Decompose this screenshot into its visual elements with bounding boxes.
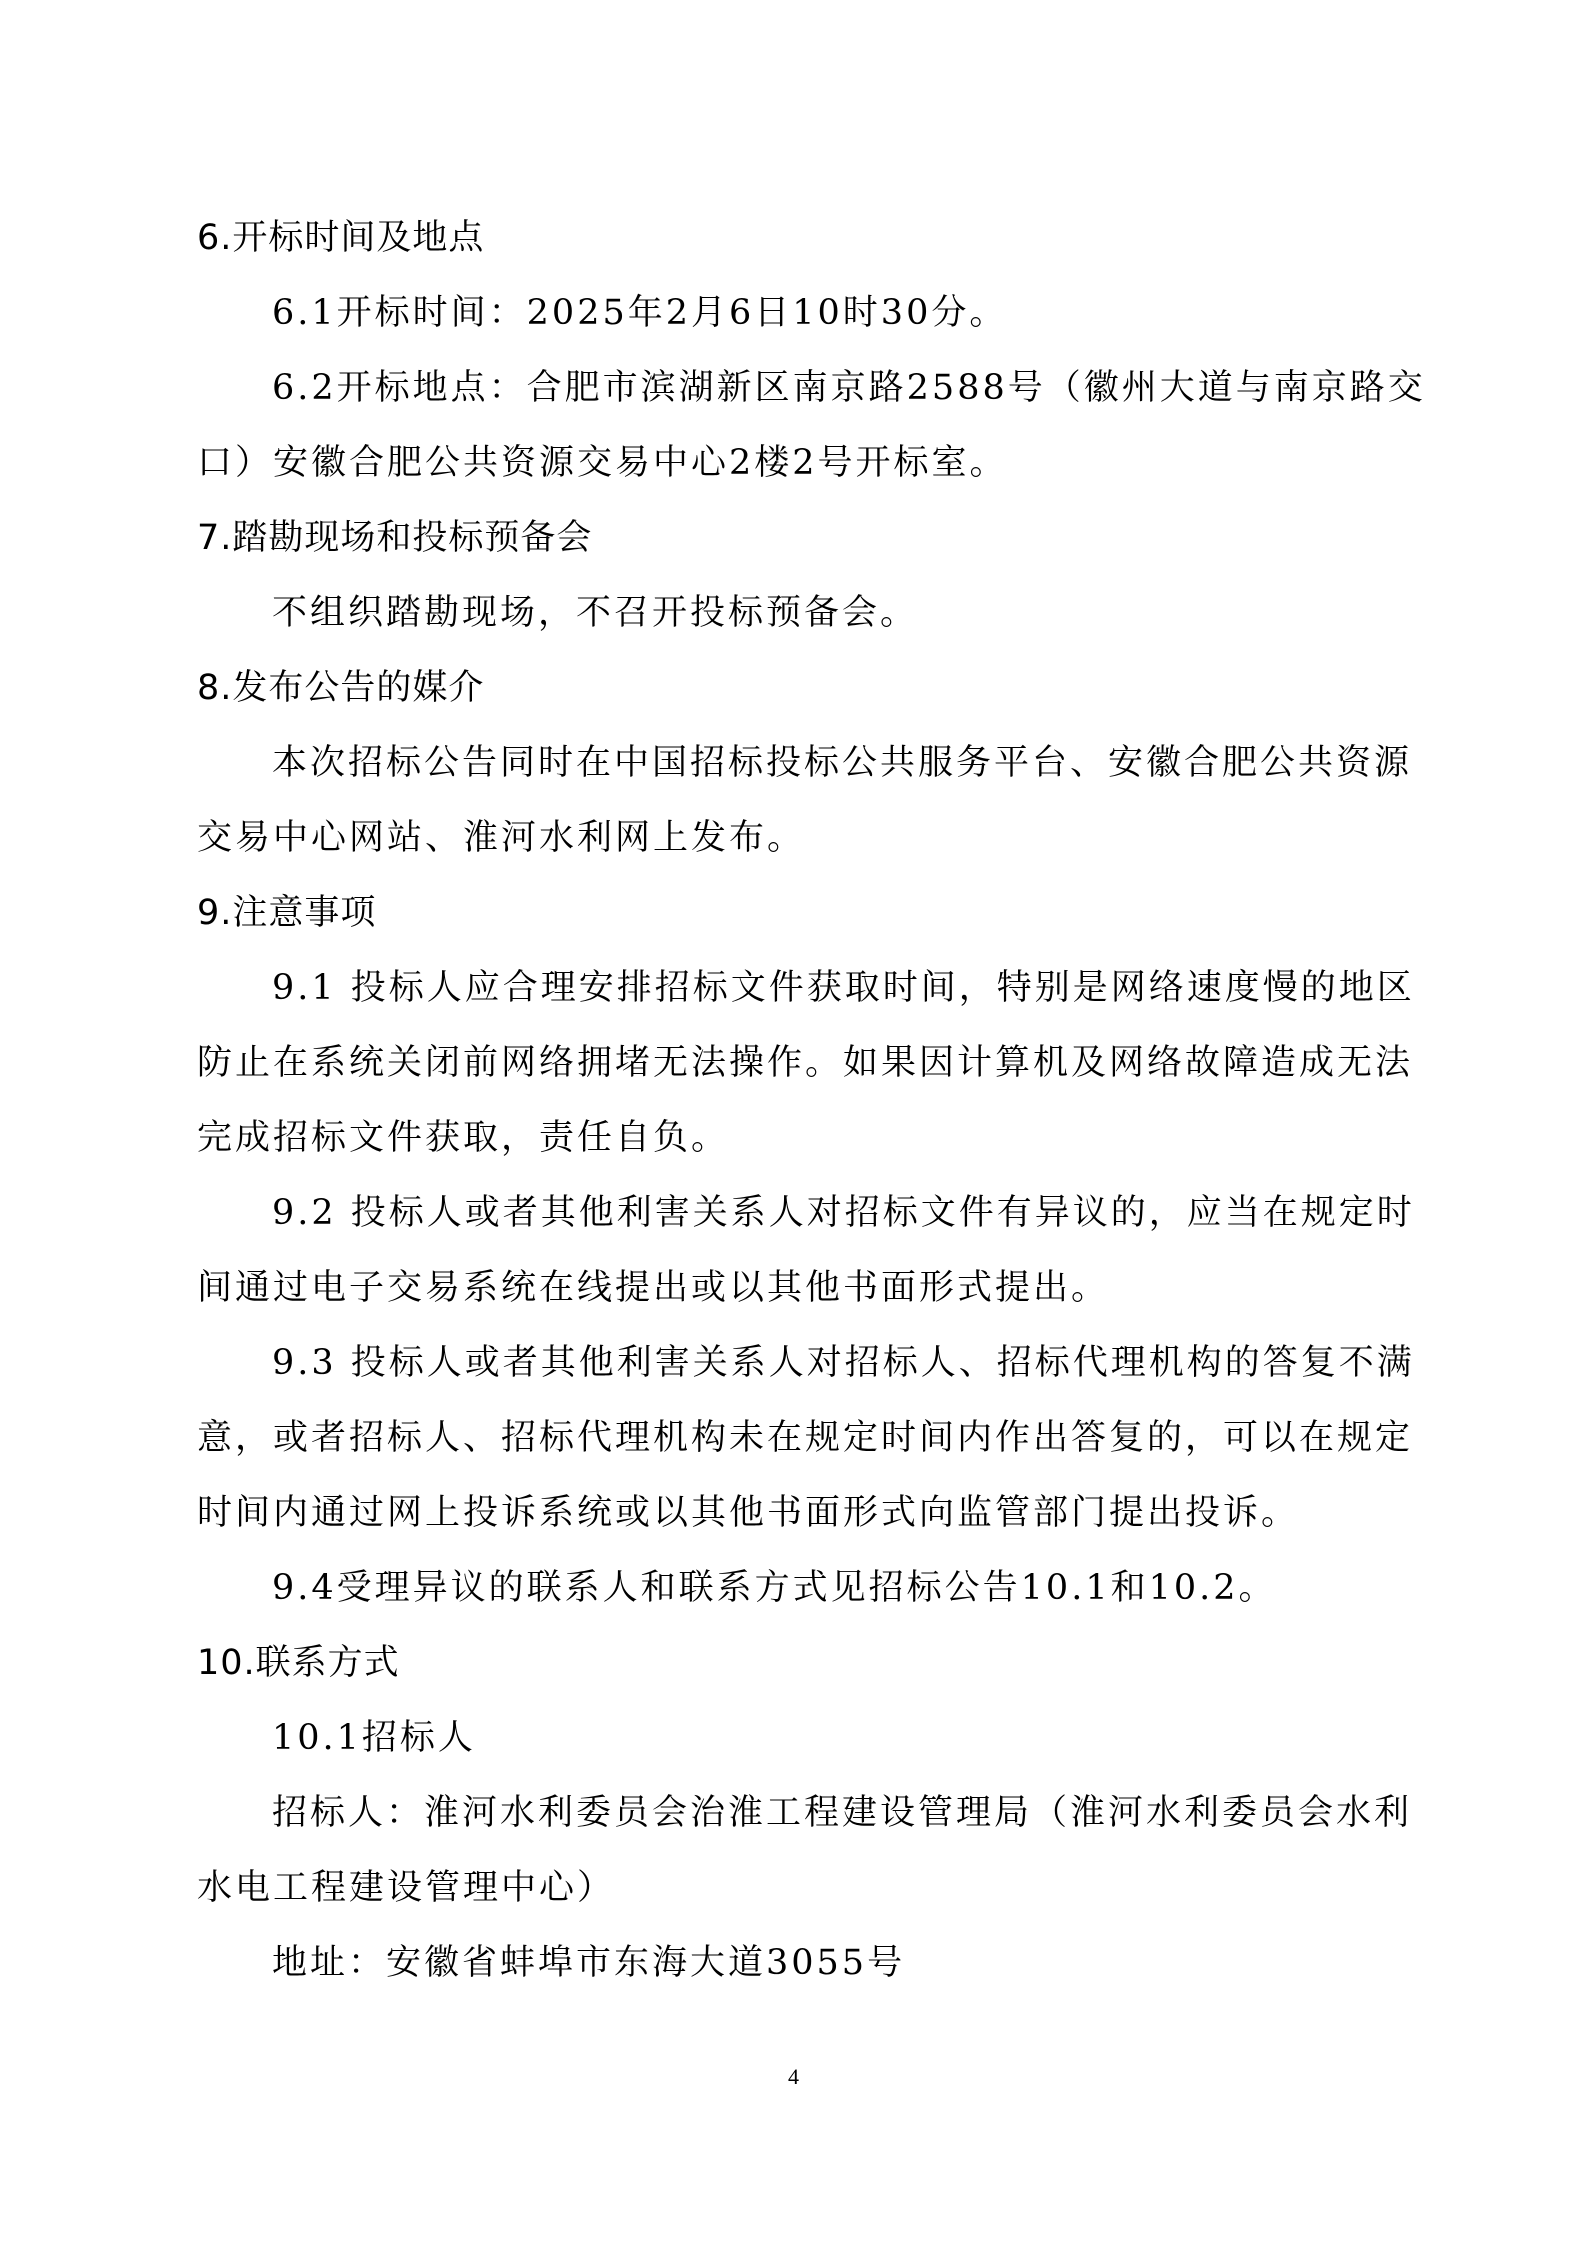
section-9-2-text-line-2: 间通过电子交易系统在线提出或以其他书面形式提出。	[197, 1268, 1110, 1308]
section-9-1-text-line-3: 完成招标文件获取，责任自负。	[197, 1118, 730, 1158]
section-9-3-text-line-2: 意，或者招标人、招标代理机构未在规定时间内作出答复的，可以在规定	[197, 1418, 1414, 1458]
section-6-heading: 6.开标时间及地点	[197, 218, 485, 258]
tenderer-line-2: 水电工程建设管理中心）	[197, 1868, 616, 1908]
section-6-2-text-line-1: 6.2开标地点：合肥市滨湖新区南京路2588号（徽州大道与南京路交	[272, 368, 1426, 408]
section-7-heading: 7.踏勘现场和投标预备会	[197, 518, 593, 558]
section-6-1-text: 6.1开标时间：2025年2月6日10时30分。	[272, 293, 1008, 333]
section-8-heading: 8.发布公告的媒介	[197, 668, 485, 708]
section-8-text-line-2: 交易中心网站、淮河水利网上发布。	[197, 818, 806, 858]
tenderer-address: 地址：安徽省蚌埠市东海大道3055号	[272, 1943, 906, 1983]
section-10-1-title: 10.1招标人	[272, 1718, 476, 1758]
section-9-1-text-line-1: 9.1 投标人应合理安排招标文件获取时间，特别是网络速度慢的地区	[272, 968, 1415, 1008]
page-number: 4	[788, 2064, 799, 2089]
section-9-4-text: 9.4受理异议的联系人和联系方式见招标公告10.1和10.2。	[272, 1568, 1277, 1608]
section-9-3-text-line-3: 时间内通过网上投诉系统或以其他书面形式向监管部门提出投诉。	[197, 1493, 1300, 1533]
section-9-2-text-line-1: 9.2 投标人或者其他利害关系人对招标文件有异议的，应当在规定时	[272, 1193, 1415, 1233]
section-9-heading: 9.注意事项	[197, 893, 377, 933]
section-6-2-text-line-2: 口）安徽合肥公共资源交易中心2楼2号开标室。	[197, 443, 1008, 483]
tenderer-line-1: 招标人：淮河水利委员会治淮工程建设管理局（淮河水利委员会水利	[272, 1793, 1413, 1833]
section-9-1-text-line-2: 防止在系统关闭前网络拥堵无法操作。如果因计算机及网络故障造成无法	[197, 1043, 1414, 1083]
section-7-text: 不组织踏勘现场，不召开投标预备会。	[272, 593, 919, 633]
section-8-text-line-1: 本次招标公告同时在中国招标投标公共服务平台、安徽合肥公共资源	[272, 743, 1413, 783]
section-9-3-text-line-1: 9.3 投标人或者其他利害关系人对招标人、招标代理机构的答复不满	[272, 1343, 1415, 1383]
section-10-heading: 10.联系方式	[197, 1643, 400, 1683]
